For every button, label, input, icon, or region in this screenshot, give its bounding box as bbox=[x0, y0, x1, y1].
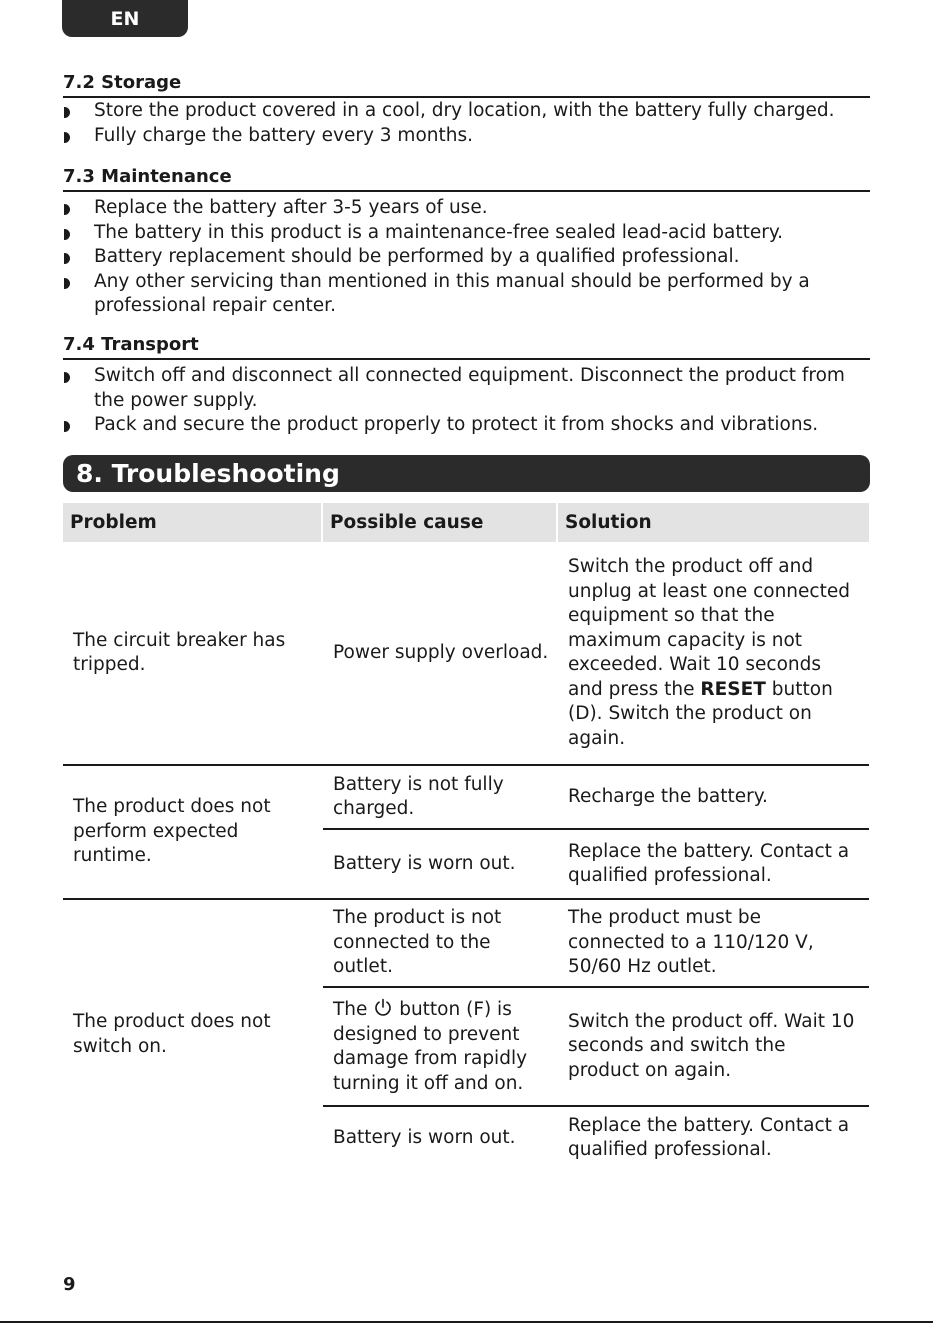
table-subrow bbox=[323, 828, 869, 898]
section-maintenance bbox=[63, 166, 870, 319]
problem-cell: The product does not perform expected runtime. bbox=[73, 796, 271, 867]
table-subrow bbox=[323, 766, 869, 828]
bullet-list bbox=[63, 364, 870, 438]
problem-cell: The circuit breaker has tripped. bbox=[73, 629, 286, 675]
cause-cell: The button (F) is designed to prevent damage from rapidly turning it off and on. bbox=[333, 999, 528, 1094]
cause-cell: Power supply overload. bbox=[333, 641, 549, 663]
list-item: Fully charge the battery every 3 months. bbox=[63, 124, 870, 149]
bullet-list bbox=[63, 99, 870, 148]
language-tab: EN bbox=[62, 0, 188, 37]
cause-cell: Battery is worn out. bbox=[333, 852, 516, 874]
bullet-icon bbox=[64, 107, 70, 118]
chapter-heading: 8. Troubleshooting bbox=[63, 455, 870, 492]
solution-cell: Switch the product off and unplug at least one connected equipment so that the maximum capacity is not exceeded. Wait 10 seconds and press the RESET button (D). Switch the product on again. bbox=[568, 556, 850, 749]
sub-rows bbox=[323, 900, 869, 1169]
solution-cell: Replace the battery. Contact a qualified professional. bbox=[568, 1114, 850, 1160]
table-subrow bbox=[323, 900, 869, 986]
bullet-icon bbox=[64, 253, 70, 264]
list-item: Switch off and disconnect all connected equipment. Disconnect the product from the power supply. bbox=[63, 364, 870, 413]
column-header-solution: Solution bbox=[558, 503, 869, 542]
bullet-icon bbox=[64, 421, 70, 432]
section-title: 7.2 Storage bbox=[63, 72, 870, 98]
section-title: 7.4 Transport bbox=[63, 334, 870, 360]
bullet-icon bbox=[64, 372, 70, 383]
power-icon bbox=[373, 997, 393, 1017]
troubleshooting-table bbox=[63, 503, 869, 1169]
bullet-list bbox=[63, 196, 870, 319]
page-bottom-divider bbox=[0, 1321, 933, 1323]
list-item: Battery replacement should be performed by a qualified professional. bbox=[63, 245, 870, 270]
section-transport bbox=[63, 334, 870, 438]
solution-cell: The product must be connected to a 110/120 V, 50/60 Hz outlet. bbox=[568, 907, 814, 978]
table-header bbox=[63, 503, 869, 542]
cause-cell: Battery is not fully charged. bbox=[333, 773, 504, 819]
cause-cell: Battery is worn out. bbox=[333, 1126, 516, 1148]
table-row bbox=[63, 898, 869, 1169]
solution-cell: Recharge the battery. bbox=[568, 785, 768, 807]
reset-keyword: RESET bbox=[700, 678, 766, 700]
table-row bbox=[63, 764, 869, 898]
cause-cell: The product is not connected to the outlet. bbox=[333, 907, 502, 978]
bullet-icon bbox=[64, 229, 70, 240]
list-item: Any other servicing than mentioned in this manual should be performed by a professional repair center. bbox=[63, 270, 870, 319]
page-number: 9 bbox=[63, 1274, 76, 1295]
sub-rows bbox=[323, 766, 869, 898]
bullet-icon bbox=[64, 278, 70, 289]
problem-cell: The product does not switch on. bbox=[73, 1011, 271, 1057]
section-title: 7.3 Maintenance bbox=[63, 166, 870, 192]
bullet-icon bbox=[64, 204, 70, 215]
table-row bbox=[63, 542, 869, 764]
solution-cell: Switch the product off. Wait 10 seconds and switch the product on again. bbox=[568, 1010, 855, 1081]
list-item: Replace the battery after 3-5 years of use. bbox=[63, 196, 870, 221]
column-header-problem: Problem bbox=[63, 503, 321, 542]
list-item: Store the product covered in a cool, dry location, with the battery fully charged. bbox=[63, 99, 870, 124]
section-storage bbox=[63, 72, 870, 148]
table-subrow bbox=[323, 1105, 869, 1169]
list-item: Pack and secure the product properly to protect it from shocks and vibrations. bbox=[63, 413, 870, 438]
solution-cell: Replace the battery. Contact a qualified professional. bbox=[568, 840, 850, 886]
bullet-icon bbox=[64, 132, 70, 143]
list-item: The battery in this product is a maintenance-free sealed lead-acid battery. bbox=[63, 221, 870, 246]
table-subrow bbox=[323, 986, 869, 1105]
column-header-cause: Possible cause bbox=[323, 503, 556, 542]
